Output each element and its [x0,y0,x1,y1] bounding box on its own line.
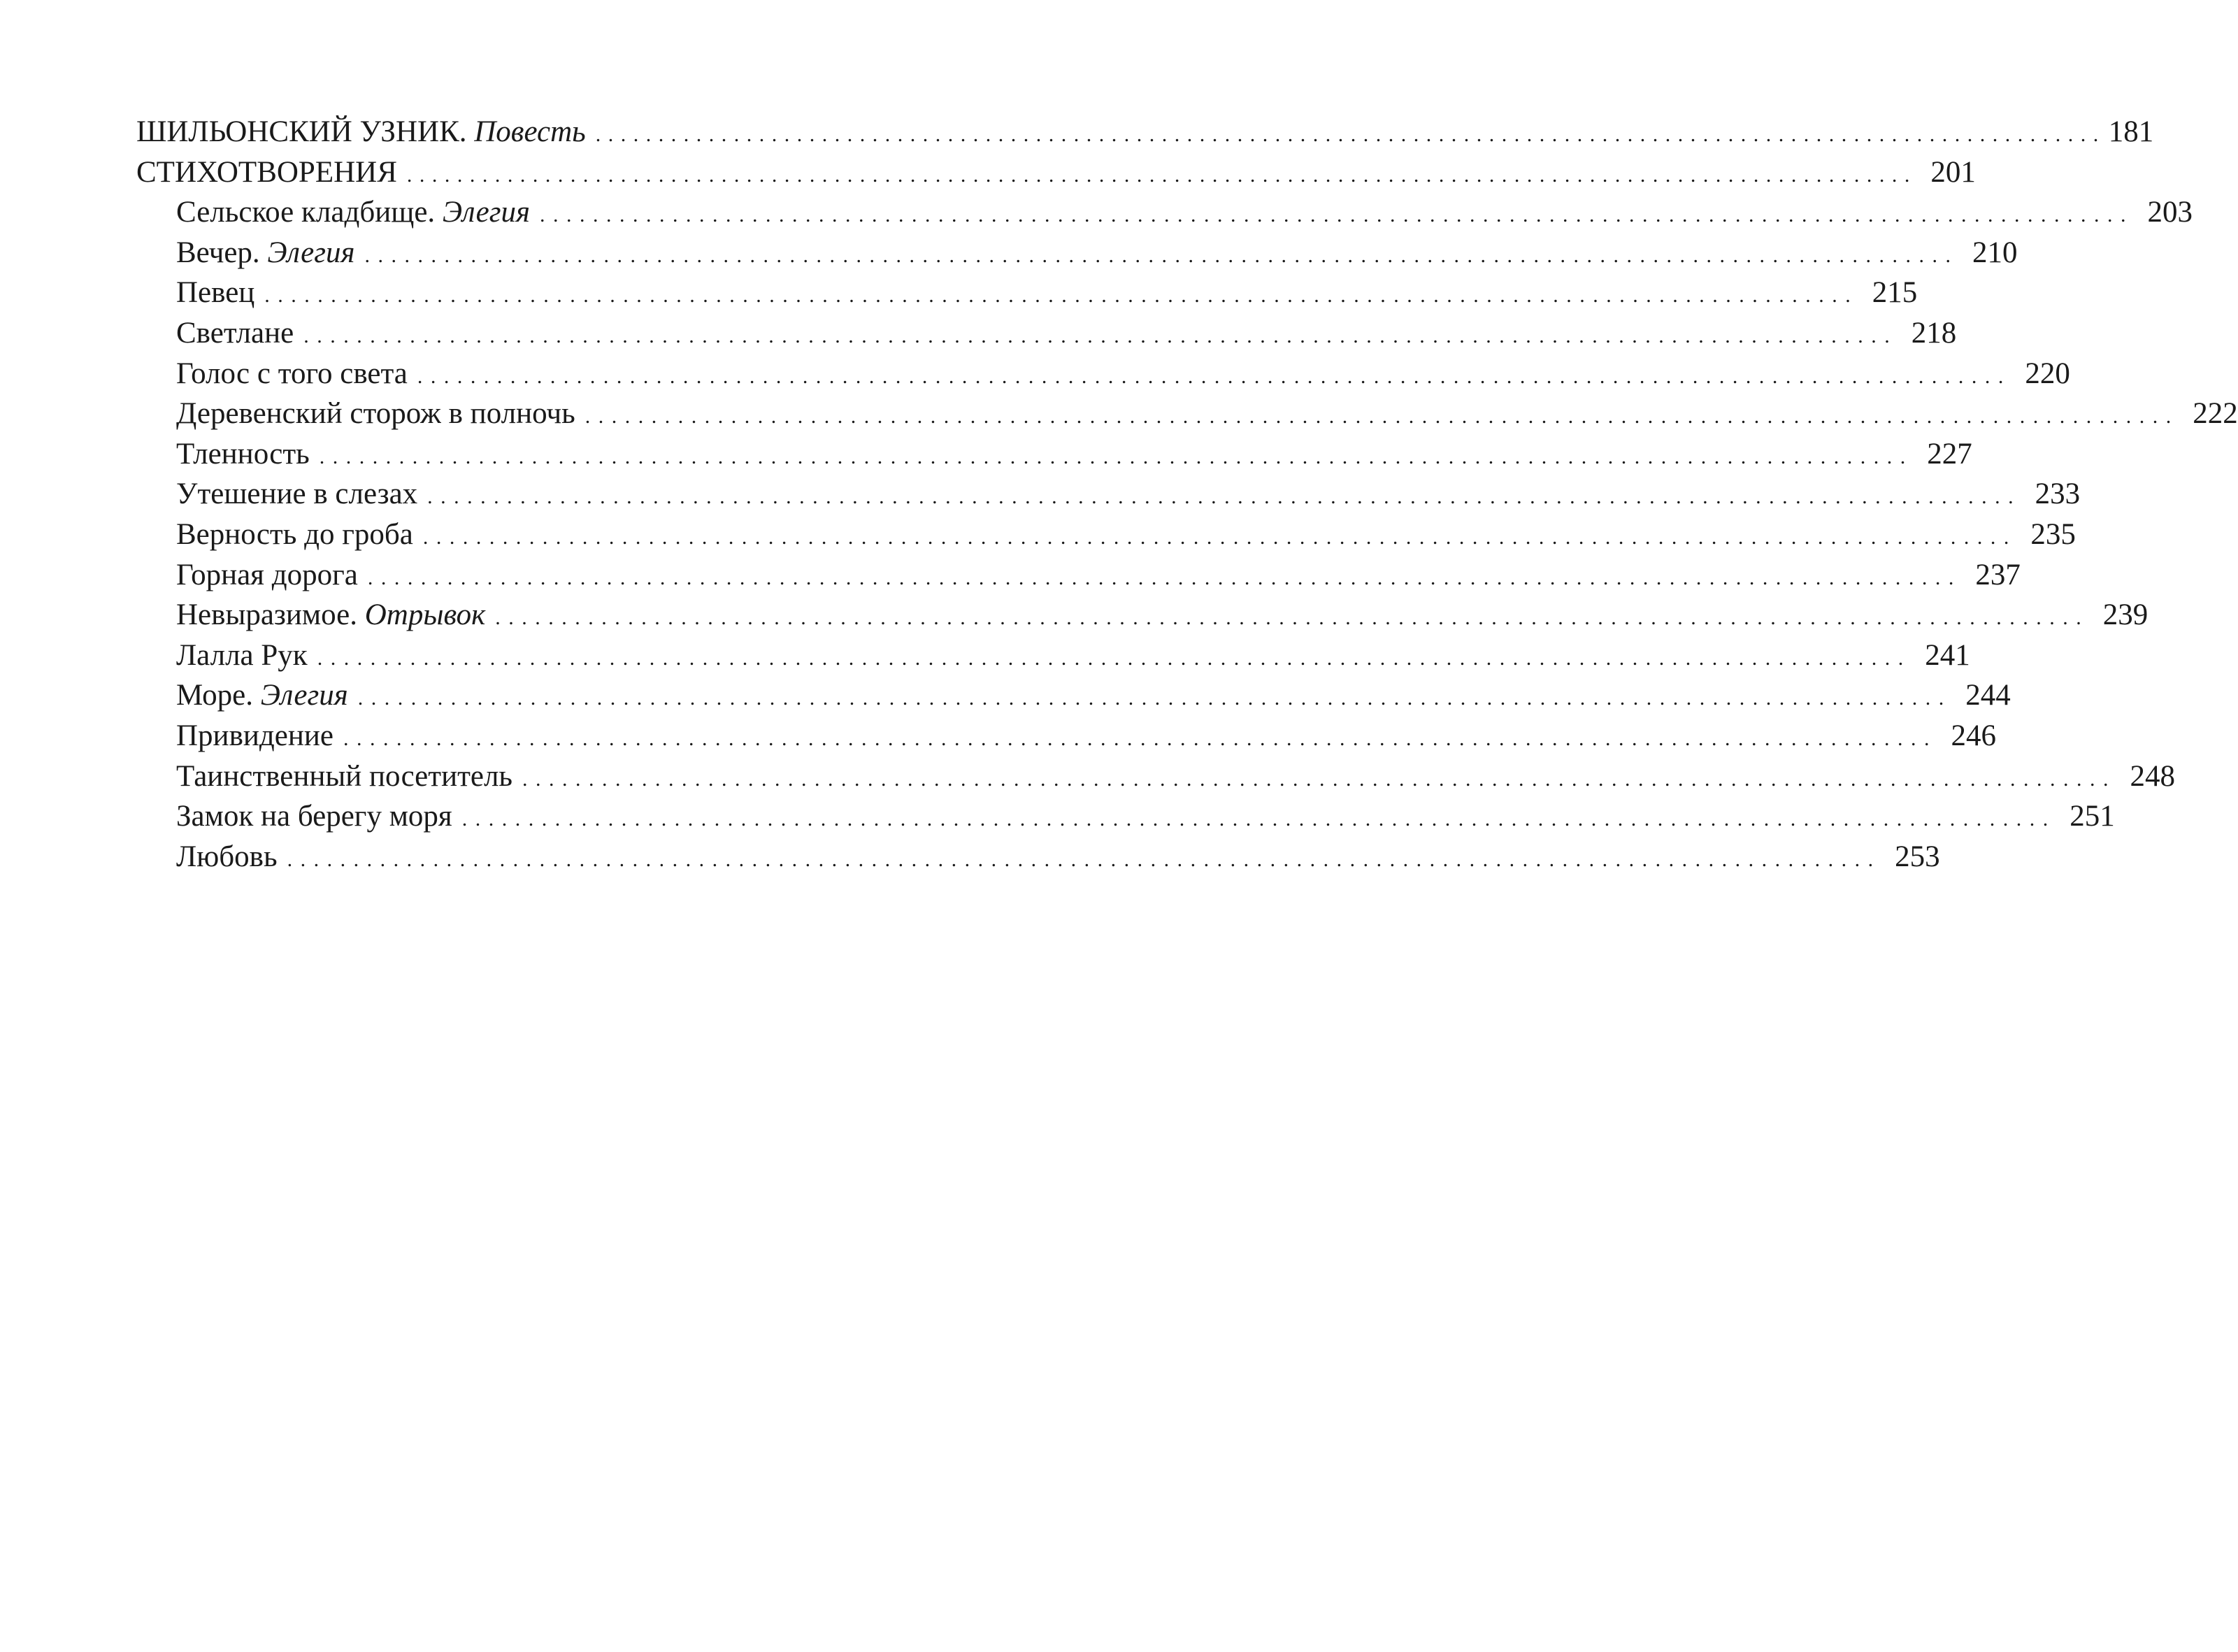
dot-leader: ........................................................................................................................ [357,687,1952,710]
toc-entry-title: Невыразимое. Отрывок [176,598,486,632]
toc-entry-page: 227 [1927,437,1972,471]
dot-leader: ........................................................................................................................ [495,606,2090,630]
toc-entry [136,595,2149,635]
toc-entry-title: Горная дорога [176,558,358,591]
toc-entry-title: Утешение в слезах [176,477,418,511]
dot-leader: ........................................................................................................................ [317,646,1911,670]
toc-entry [136,555,2021,596]
toc-entry [136,716,1996,756]
toc-entry-subtitle: Элегия [267,236,355,269]
toc-entry-title: Тленность [176,437,310,471]
toc-entry-page: 235 [2030,517,2076,551]
toc-entry-page: 222 [2193,397,2238,431]
toc-entry-title: Деревенский сторож в полночь [176,397,575,431]
toc-entry-page: 241 [1925,638,1970,672]
toc-entry [136,273,1918,313]
toc-entry [136,474,2081,515]
toc-entry-page: 210 [1972,236,2018,269]
toc-entry-subtitle: Элегия [260,679,348,712]
toc-entry-title: ШИЛЬОНСКИЙ УЗНИК. Повесть [136,115,586,148]
toc-entry [136,796,2115,837]
toc-entry-page: 218 [1911,316,1957,350]
toc-entry-title: Любовь [176,840,278,873]
toc-entry-title: Светлане [176,316,294,350]
dot-leader: ........................................................................................................................ [406,163,1917,187]
dot-leader: ........................................................................................................................ [539,203,2134,227]
toc-entry-page: 251 [2070,800,2115,833]
dot-leader: ........................................................................................................................ [303,324,1898,347]
dot-leader: ........................................................................................................................ [595,123,2106,146]
toc-entry-page: 239 [2102,598,2149,632]
dot-leader: ........................................................................................................................ [343,726,1937,750]
toc-entry-subtitle: Повесть [474,115,586,148]
toc-entry-page: 215 [1872,276,1918,310]
toc-entry-page: 201 [1930,155,1976,189]
toc-entry-page: 248 [2130,759,2176,793]
toc-entry [136,675,2011,716]
toc-entry-title: Замок на берегу моря [176,800,452,833]
table-of-contents [136,112,2238,877]
toc-entry-title: Сельское кладбище. Элегия [176,196,530,229]
dot-leader: ........................................................................................................................ [461,807,2056,831]
dot-leader: ........................................................................................................................ [584,405,2179,429]
toc-entry [136,112,2154,152]
dot-leader: ........................................................................................................................ [422,525,2017,549]
dot-leader: ........................................................................................................................ [417,364,2011,388]
toc-entry-title: Привидение [176,719,333,752]
toc-entry [136,152,1976,193]
toc-entry-page: 220 [2025,357,2070,390]
dot-leader: ........................................................................................................................ [319,445,1914,468]
toc-entry-title: Голос с того света [176,357,408,390]
toc-entry-title: Море. Элегия [176,679,348,712]
toc-entry-title: Вечер. Элегия [176,236,355,269]
toc-entry [136,313,1957,354]
toc-entry-title: Лалла Рук [176,638,308,672]
toc-entry-page: 233 [2035,477,2081,511]
toc-entry [136,394,2238,434]
toc-entry-page: 246 [1951,719,1996,752]
toc-entry [136,192,2193,233]
toc-entry-title: Певец [176,276,255,310]
dot-leader: ........................................................................................................................ [287,847,1881,871]
toc-entry-subtitle: Отрывок [364,598,486,632]
toc-entry-title: Верность до гроба [176,517,413,551]
dot-leader: ........................................................................................................................ [522,767,2117,791]
toc-entry [136,354,2070,394]
toc-entry-page: 237 [1975,558,2021,591]
toc-entry [136,434,1972,475]
dot-leader: ........................................................................................................................ [367,566,1962,589]
dot-leader: ........................................................................................................................ [364,243,1959,267]
toc-entry [136,233,2018,273]
toc-entry-page: 244 [1965,679,2011,712]
toc-entry [136,515,2076,555]
toc-entry-subtitle: Элегия [442,196,530,229]
toc-entry-title: СТИХОТВОРЕНИЯ [136,155,397,189]
toc-entry-page: 181 [2108,115,2154,148]
toc-entry [136,756,2176,797]
toc-entry-page: 253 [1895,840,1940,873]
dot-leader: ........................................................................................................................ [264,284,1859,308]
dot-leader: ........................................................................................................................ [427,485,2022,509]
toc-entry [136,635,1970,676]
toc-entry-page: 203 [2147,196,2193,229]
toc-entry-title: Таинственный посетитель [176,759,513,793]
toc-entry [136,837,1940,877]
